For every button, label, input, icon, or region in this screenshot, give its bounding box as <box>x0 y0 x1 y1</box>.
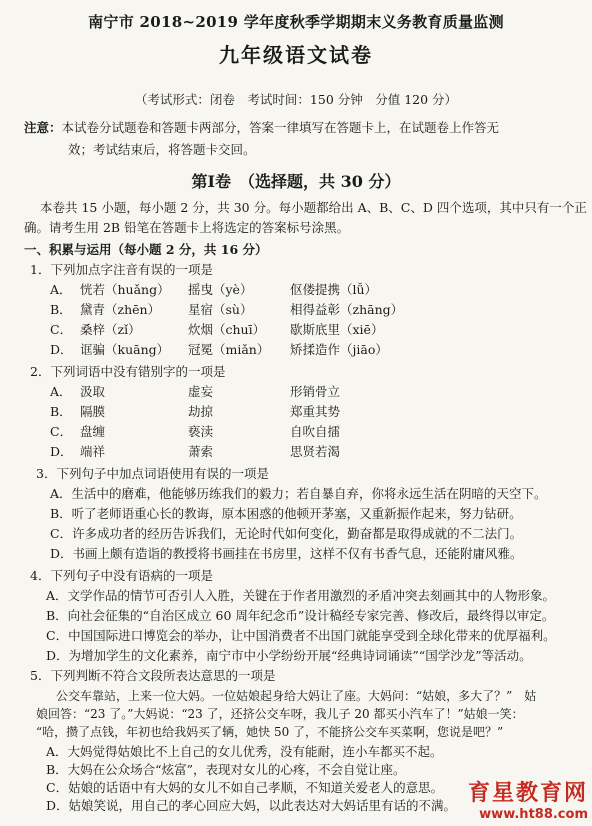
q5-option-b: B．大妈在公众场合“炫富”，表现对女儿的心疼，不会自觉让座。 <box>46 762 406 777</box>
q1-b-2: 星宿（sù） <box>188 302 253 317</box>
q2-a-2: 虚妄 <box>188 384 214 399</box>
q1-c-3: 歇斯底里（xiē） <box>290 322 384 337</box>
notice-text1: 本试卷分试题卷和答题卡两部分，答案一律填写在答题卡上，在试题卷上作答无 <box>61 120 500 135</box>
q1-b-3: 相得益彰（zhāng） <box>290 302 404 317</box>
q2-stem: 2．下列词语中没有错别字的一项是 <box>30 364 226 379</box>
q1-d-label: D． <box>50 342 73 357</box>
q1-b-label: B． <box>50 302 72 317</box>
q2-d-2: 萧索 <box>188 444 214 459</box>
notice-label: 注意： <box>24 120 62 135</box>
q5-option-a: A．大妈觉得姑娘比不上自己的女儿优秀，没有能耐，连小车都买不起。 <box>46 744 443 759</box>
q3-option-d: D．书画上颇有造诣的教授将书画挂在书房里，这样不仅有书香气息，还能附庸风雅。 <box>50 546 523 561</box>
q1-a-3: 伛偻提携（lǚ） <box>290 282 378 297</box>
q4-option-b: B．向社会征集的“自治区成立 60 周年纪念币”设计稿经专家完善、修改后，最终得以审定。 <box>46 608 555 623</box>
q2-a-1: 汲取 <box>80 384 106 399</box>
q5-stem: 5．下列判断不符合文段所表达意思的一项是 <box>30 668 276 683</box>
part1-intro1: 本卷共 15 小题，每小题 2 分，共 30 分。每小题都给出 A、B、C、D 四个选项，其中只有一个正 <box>40 200 587 215</box>
q2-b-2: 劫掠 <box>188 404 214 419</box>
q5-passage2: 娘回答：“23 了。”大妈说：“23 了，还挤公交车呀，我儿子 20 都买小汽车了！”姑娘一笑： <box>36 707 524 721</box>
watermark <box>468 776 588 822</box>
q5-passage3: “哈，攒了点钱，年初也给我妈买了辆，她快 50 了，不能挤公交车买菜啊，您说是吧？” <box>36 725 504 739</box>
watermark-url: www.ht88.com <box>479 807 588 822</box>
q1-d-3: 矫揉造作（jiāo） <box>290 342 388 357</box>
q1-d-1: 诓骗（kuāng） <box>80 342 170 357</box>
q4-option-d: D．为增加学生的文化素养，南宁市中小学纷纷开展“经典诗词诵读”“国学沙龙”等活动。 <box>46 648 532 663</box>
q1-b-1: 黛青（zhēn） <box>80 302 161 317</box>
notice-line1 <box>24 120 499 136</box>
exam-title: 九年级语文试卷 <box>219 43 373 67</box>
part1-intro2: 确。请考生用 2B 铅笔在答题卡上将选定的答案标号涂黑。 <box>24 220 350 235</box>
watermark-text: 育星教育网 <box>467 781 588 806</box>
notice-line2: 效；考试结束后，将答题卡交回。 <box>68 142 256 157</box>
q2-b-label: B． <box>50 404 72 419</box>
q3-option-b: B．听了老师语重心长的教诲，原本困惑的他顿开茅塞，又重新振作起来，努力钻研。 <box>50 506 522 521</box>
q5-option-d: D．姑娘笑说，用自己的孝心回应大妈，以此表达对大妈话里有话的不满。 <box>46 798 457 813</box>
q1-d-2: 冠冕（miǎn） <box>188 342 270 357</box>
q2-a-3: 形销骨立 <box>290 384 341 399</box>
q2-c-label: C． <box>50 424 73 439</box>
q2-d-3: 思贤若渴 <box>290 444 341 459</box>
q4-option-a: A．文学作品的情节可否引人入胜，关键在于作者用激烈的矛盾冲突去刻画其中的人物形象。 <box>46 588 556 603</box>
q4-stem: 4．下列句子中没有语病的一项是 <box>30 568 213 583</box>
q1-c-2: 炊烟（chuī） <box>188 322 266 337</box>
q5-passage1: 公交车靠站，上来一位大妈。一位姑娘起身给大妈让了座。大妈问：“姑娘，多大了？” 姑 <box>56 689 537 703</box>
q2-c-2: 亵渎 <box>188 424 214 439</box>
q1-a-label: A． <box>50 282 72 297</box>
q2-c-3: 自吹自擂 <box>290 424 341 439</box>
q2-b-1: 隔膜 <box>80 404 106 419</box>
q1-a-1: 恍若（huǎng） <box>80 282 170 297</box>
q2-a-label: A． <box>50 384 72 399</box>
exam-header-line1: 南宁市 2018~2019 学年度秋季学期期末义务教育质量监测 <box>88 13 504 31</box>
q3-option-a: A．生活中的磨难，他能够历练我们的毅力；若自暴自弃，你将永远生活在阴暗的天空下。 <box>50 486 547 501</box>
q2-b-3: 郑重其势 <box>290 404 341 419</box>
q3-option-c: C．许多成功者的经历告诉我们，无论时代如何变化，勤奋都是取得成就的不二法门。 <box>50 526 523 541</box>
q1-stem: 1．下列加点字注音有误的一项是 <box>30 262 213 277</box>
q5-option-c: C．姑娘的话语中有大妈的女儿不如自己孝顺，不知道关爱老人的意思。 <box>46 780 444 795</box>
q1-a-2: 摇曳（yè） <box>188 282 253 297</box>
section-heading: 一、积累与运用（每小题 2 分，共 16 分） <box>24 242 268 257</box>
q3-stem: 3．下列句子中加点词语使用有误的一项是 <box>36 466 269 481</box>
q1-c-label: C． <box>50 322 73 337</box>
exam-info: （考试形式：闭卷 考试时间：150 分钟 分值 120 分） <box>134 92 458 107</box>
part1-title: 第Ⅰ卷 （选择题，共 30 分） <box>191 172 401 191</box>
q1-c-1: 桑梓（zǐ） <box>80 322 141 337</box>
q4-option-c: C．中国国际进口博览会的举办，让中国消费者不出国门就能享受到全球化带来的优厚福利。 <box>46 628 556 643</box>
q2-d-1: 端祥 <box>80 444 106 459</box>
q2-d-label: D． <box>50 444 73 459</box>
q2-c-1: 盘缠 <box>80 424 106 439</box>
